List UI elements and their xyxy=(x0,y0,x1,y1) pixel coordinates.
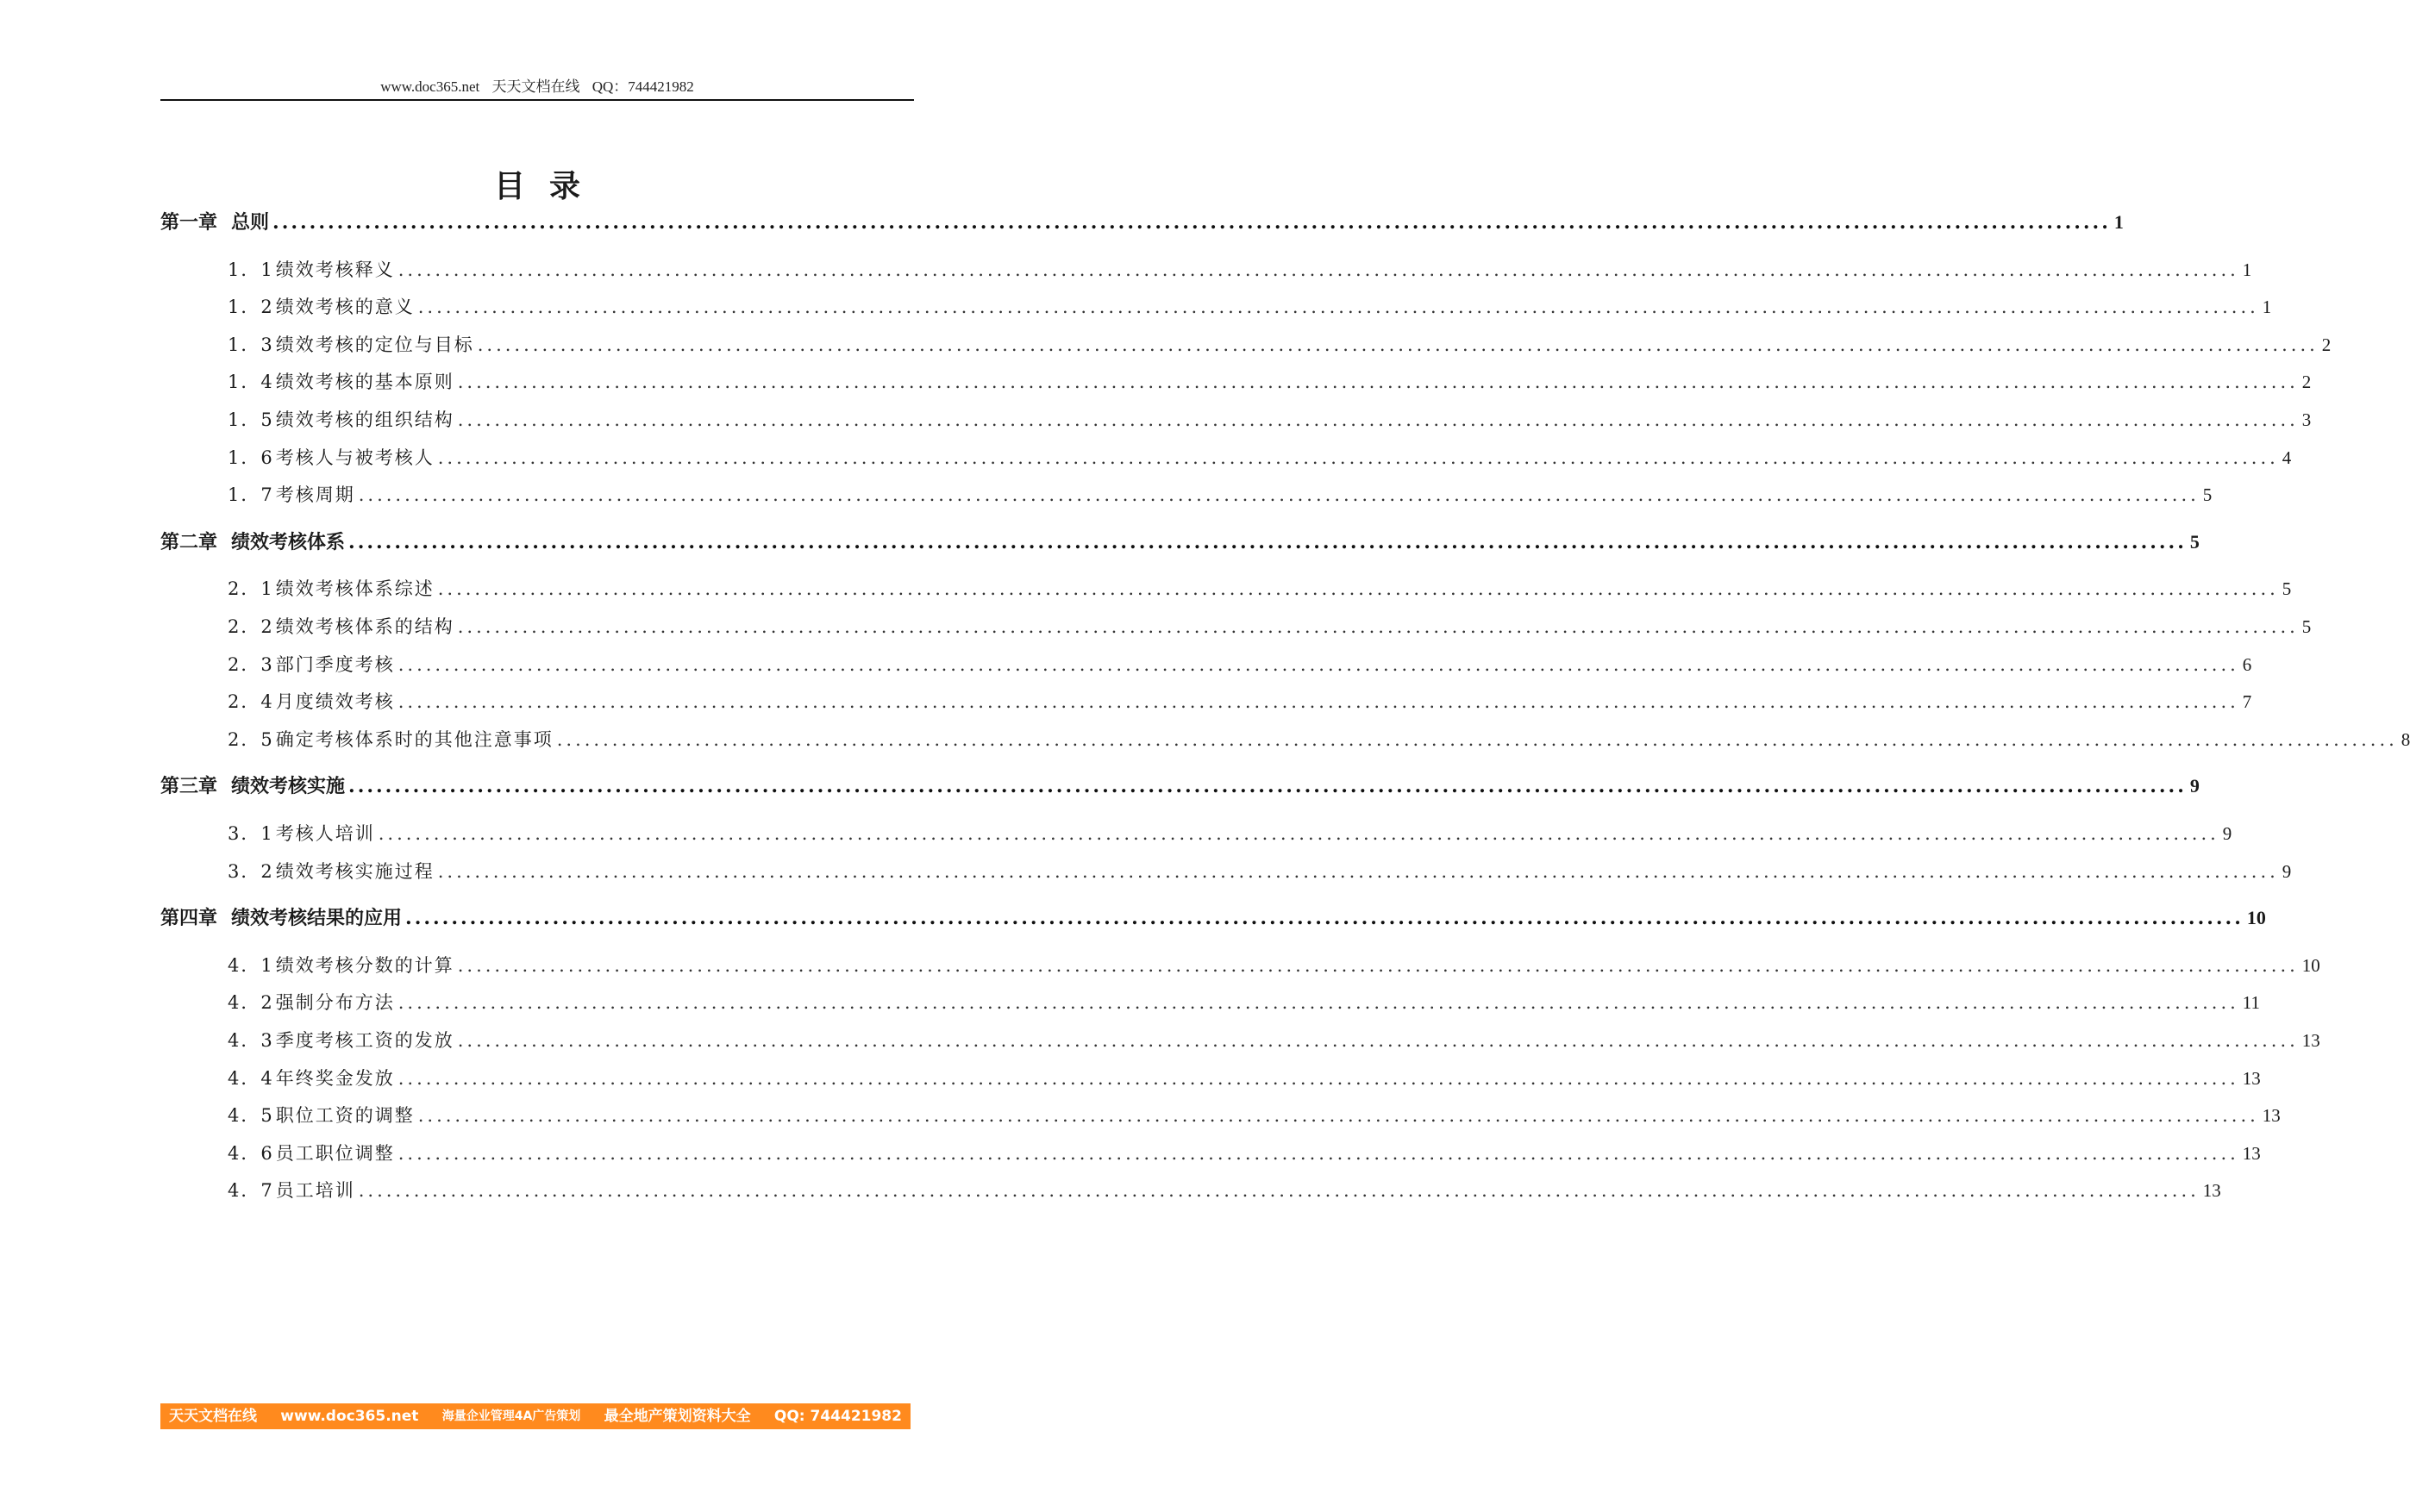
toc-section-entry[interactable] xyxy=(228,444,2292,472)
page-header xyxy=(160,74,914,96)
header-site: www.doc365.net xyxy=(380,78,480,95)
toc-entry-label xyxy=(228,613,454,640)
toc-entry-label xyxy=(228,858,435,885)
toc-entry-title: 季度考核工资的发放 xyxy=(275,1030,454,1051)
toc-entry-label xyxy=(228,331,474,359)
toc-entry-title: 绩效考核实施 xyxy=(231,775,346,798)
toc-entry-title: 绩效考核释义 xyxy=(275,259,395,280)
toc-entry-title: 月度绩效考核 xyxy=(275,691,395,713)
toc-entry-number: 2．1 xyxy=(228,578,274,600)
dot-leader: ........................................................................................................................................................................................................ xyxy=(397,1142,2239,1164)
toc-entry-number: 4．5 xyxy=(228,1105,274,1127)
dot-leader: ........................................................................................................................................................................................................ xyxy=(358,1180,2200,1202)
toc-page-number: 10 xyxy=(2246,907,2266,929)
toc-page-number: 13 xyxy=(2262,1105,2281,1127)
toc-entry-number: 1．3 xyxy=(228,334,274,355)
dot-leader: ........................................................................................................................................................................................................ xyxy=(437,447,2279,468)
toc-section-entry[interactable] xyxy=(228,1102,2281,1129)
footer-qq: QQ: 744421982 xyxy=(773,1408,902,1425)
toc-entry-title: 员工培训 xyxy=(275,1180,355,1202)
toc-entry-label xyxy=(228,688,395,715)
header-name: 天天文档在线 xyxy=(491,78,580,95)
toc-entry-number: 2．4 xyxy=(228,691,274,713)
dot-leader: ........................................................................................................................................................................................................ xyxy=(477,334,2319,355)
toc-page-number: 9 xyxy=(2282,860,2292,882)
toc-entry-title: 绩效考核的组织结构 xyxy=(275,409,454,430)
dot-leader: ........................................................................................................................................................................................................ xyxy=(397,259,2239,280)
toc-entry-number: 2．3 xyxy=(228,653,274,675)
toc-entry-title: 绩效考核实施过程 xyxy=(275,860,435,882)
toc-entry-label xyxy=(228,952,454,979)
toc-section-entry[interactable] xyxy=(228,1177,2221,1204)
toc-entry-title: 绩效考核分数的计算 xyxy=(275,954,454,976)
footer-slogan: 最全地产策划资料大全 xyxy=(604,1408,751,1425)
toc-page-number: 1 xyxy=(2262,297,2272,318)
toc-entry-label xyxy=(228,406,454,434)
dot-leader: ........................................................................................................................................................................................................ xyxy=(417,1105,2259,1127)
toc-page-number: 2 xyxy=(2301,372,2312,393)
toc-chapter-entry[interactable] xyxy=(160,772,2200,801)
toc-section-entry[interactable] xyxy=(228,293,2272,321)
dot-leader: ........................................................................................................................................................................................................ xyxy=(457,409,2299,430)
toc-entry-number: 第二章 xyxy=(160,530,218,553)
toc-section-entry[interactable] xyxy=(228,256,2252,284)
toc-entry-number: 第三章 xyxy=(160,775,218,798)
toc-page-number: 9 xyxy=(2222,823,2232,844)
dot-leader: ........................................................................................................................................................................................................ xyxy=(358,484,2200,506)
dot-leader: ........................................................................................................................................................................................................ xyxy=(378,823,2219,844)
dot-leader: ........................................................................................................................................................................................................ xyxy=(417,297,2259,318)
toc-page-number: 5 xyxy=(2301,616,2312,637)
toc-section-entry[interactable] xyxy=(228,481,2213,509)
page-title: 目录 xyxy=(493,168,604,204)
toc-entry-label xyxy=(228,726,554,753)
toc-section-entry[interactable] xyxy=(228,651,2252,678)
toc-entry-number: 2．2 xyxy=(228,616,274,637)
toc-entry-number: 3．2 xyxy=(228,860,274,882)
toc-page-number: 7 xyxy=(2242,691,2252,713)
toc-entry-label xyxy=(228,651,395,678)
toc-section-entry[interactable] xyxy=(228,406,2312,434)
dot-leader: ........................................................................................................................................................................................................ xyxy=(437,860,2279,882)
toc-entry-label xyxy=(228,1065,395,1092)
toc-entry-number: 4．6 xyxy=(228,1142,274,1164)
toc-chapter-entry[interactable] xyxy=(160,528,2200,557)
toc-page-number: 1 xyxy=(2113,211,2124,233)
dot-leader: ........................................................................................................................................................................................................ xyxy=(348,530,2187,553)
toc-section-entry[interactable] xyxy=(228,726,2410,753)
toc-section-entry[interactable] xyxy=(228,613,2312,640)
toc-entry-label xyxy=(228,444,435,472)
dot-leader: ........................................................................................................................................................................................................ xyxy=(405,907,2244,930)
toc-entry-title: 绩效考核体系 xyxy=(231,530,346,553)
toc-page-number: 13 xyxy=(2202,1180,2221,1202)
toc-entry-number: 3．1 xyxy=(228,823,274,844)
toc-section-entry[interactable] xyxy=(228,952,2320,979)
dot-leader: ........................................................................................................................................................................................................ xyxy=(457,954,2299,976)
toc-entry-label xyxy=(228,1102,415,1129)
toc-entry-number: 1．6 xyxy=(228,447,274,468)
dot-leader: ........................................................................................................................................................................................................ xyxy=(556,728,2398,750)
header-qq: QQ：744421982 xyxy=(592,78,694,95)
toc-entry-number: 4．3 xyxy=(228,1030,274,1051)
toc-entry-title: 绩效考核结果的应用 xyxy=(231,907,403,930)
toc-entry-number: 2．5 xyxy=(228,728,274,750)
toc-entry-label xyxy=(160,208,269,237)
toc-page-number: 10 xyxy=(2301,954,2320,976)
toc-entry-number: 1．5 xyxy=(228,409,274,430)
toc-entry-label xyxy=(228,1140,395,1167)
toc-entry-title: 考核周期 xyxy=(275,484,355,506)
toc-section-entry[interactable] xyxy=(228,331,2332,359)
header-rule xyxy=(160,99,914,101)
toc-section-entry[interactable] xyxy=(228,858,2292,885)
toc-section-entry[interactable] xyxy=(228,1140,2261,1167)
toc-page-number: 5 xyxy=(2202,484,2213,506)
toc-entry-title: 部门季度考核 xyxy=(275,653,395,675)
toc-chapter-entry[interactable] xyxy=(160,903,2266,933)
toc-page-number: 8 xyxy=(2401,728,2410,750)
toc-entry-title: 考核人培训 xyxy=(275,823,375,844)
toc-entry-number: 4．4 xyxy=(228,1067,274,1089)
toc-entry-number: 4．1 xyxy=(228,954,274,976)
toc-entry-label xyxy=(228,989,395,1016)
toc-page-number: 13 xyxy=(2242,1067,2261,1089)
toc-section-entry[interactable] xyxy=(228,368,2312,396)
toc-section-entry[interactable] xyxy=(228,688,2252,715)
toc-page-number: 9 xyxy=(2189,775,2200,797)
toc-page-number: 5 xyxy=(2189,530,2200,553)
toc-entry-label xyxy=(228,256,395,284)
toc-entry-number: 1．4 xyxy=(228,372,274,393)
toc-page-number: 5 xyxy=(2282,578,2292,600)
toc-entry-number: 1．1 xyxy=(228,259,274,280)
toc-section-entry[interactable] xyxy=(228,575,2292,603)
dot-leader: ........................................................................................................................................................................................................ xyxy=(457,1030,2299,1051)
dot-leader: ........................................................................................................................................................................................................ xyxy=(457,616,2299,637)
toc-entry-title: 强制分布方法 xyxy=(275,992,395,1014)
toc-entry-title: 考核人与被考核人 xyxy=(275,447,435,468)
toc-entry-number: 4．2 xyxy=(228,992,274,1014)
toc-entry-label xyxy=(160,528,345,557)
toc-section-entry[interactable] xyxy=(228,1065,2261,1092)
toc-entry-title: 总则 xyxy=(231,211,270,234)
toc-page-number: 6 xyxy=(2242,653,2252,675)
dot-leader: ........................................................................................................................................................................................................ xyxy=(348,775,2187,798)
toc-entry-title: 绩效考核的基本原则 xyxy=(275,372,454,393)
toc-entry-number: 1．7 xyxy=(228,484,274,506)
dot-leader: ........................................................................................................................................................................................................ xyxy=(397,1067,2239,1089)
toc-entry-title: 确定考核体系时的其他注意事项 xyxy=(275,728,554,750)
toc-entry-label xyxy=(228,1177,355,1204)
toc-entry-title: 绩效考核的意义 xyxy=(275,297,415,318)
toc-entry-label xyxy=(160,903,402,933)
toc-entry-label xyxy=(228,575,435,603)
toc-section-entry[interactable] xyxy=(228,820,2232,847)
toc-entry-number: 1．2 xyxy=(228,297,274,318)
toc-entry-title: 绩效考核的定位与目标 xyxy=(275,334,474,355)
toc-page-number: 1 xyxy=(2242,259,2252,280)
toc-entry-label xyxy=(228,293,415,321)
toc-entry-label xyxy=(228,368,454,396)
toc-entry-number: 4．7 xyxy=(228,1180,274,1202)
toc-entry-label xyxy=(228,481,355,509)
dot-leader: ........................................................................................................................................................................................................ xyxy=(457,372,2299,393)
footer-brand: 天天文档在线 xyxy=(169,1408,257,1425)
toc-entry-label xyxy=(160,772,345,801)
toc-page-number: 11 xyxy=(2242,992,2261,1014)
toc-entry-title: 绩效考核体系综述 xyxy=(275,578,435,600)
footer-site: www.doc365.net xyxy=(280,1408,419,1425)
toc-entry-title: 绩效考核体系的结构 xyxy=(275,616,454,637)
toc-entry-number: 第四章 xyxy=(160,907,218,930)
toc-page-number: 2 xyxy=(2321,334,2332,355)
toc-entry-number: 第一章 xyxy=(160,211,218,234)
dot-leader: ........................................................................................................................................................................................................ xyxy=(397,691,2239,713)
toc-page-number: 13 xyxy=(2301,1030,2320,1051)
dot-leader: ........................................................................................................................................................................................................ xyxy=(397,992,2239,1014)
toc-entry-label xyxy=(228,820,375,847)
toc-entry-title: 年终奖金发放 xyxy=(275,1067,395,1089)
toc-entry-label xyxy=(228,1027,454,1054)
toc-page-number: 3 xyxy=(2301,409,2312,430)
dot-leader: ........................................................................................................................................................................................................ xyxy=(272,211,2111,234)
toc-section-entry[interactable] xyxy=(228,1027,2320,1054)
dot-leader: ........................................................................................................................................................................................................ xyxy=(437,578,2279,600)
toc-entry-title: 职位工资的调整 xyxy=(275,1105,415,1127)
toc-page-number: 13 xyxy=(2242,1142,2261,1164)
footer-tagline: 海量企业管理4A广告策划 xyxy=(441,1409,581,1423)
dot-leader: ........................................................................................................................................................................................................ xyxy=(397,653,2239,675)
footer-banner xyxy=(160,1403,911,1429)
toc-page-number: 4 xyxy=(2282,447,2292,468)
toc-chapter-entry[interactable] xyxy=(160,208,2124,237)
toc-section-entry[interactable] xyxy=(228,989,2261,1016)
toc-entry-title: 员工职位调整 xyxy=(275,1142,395,1164)
